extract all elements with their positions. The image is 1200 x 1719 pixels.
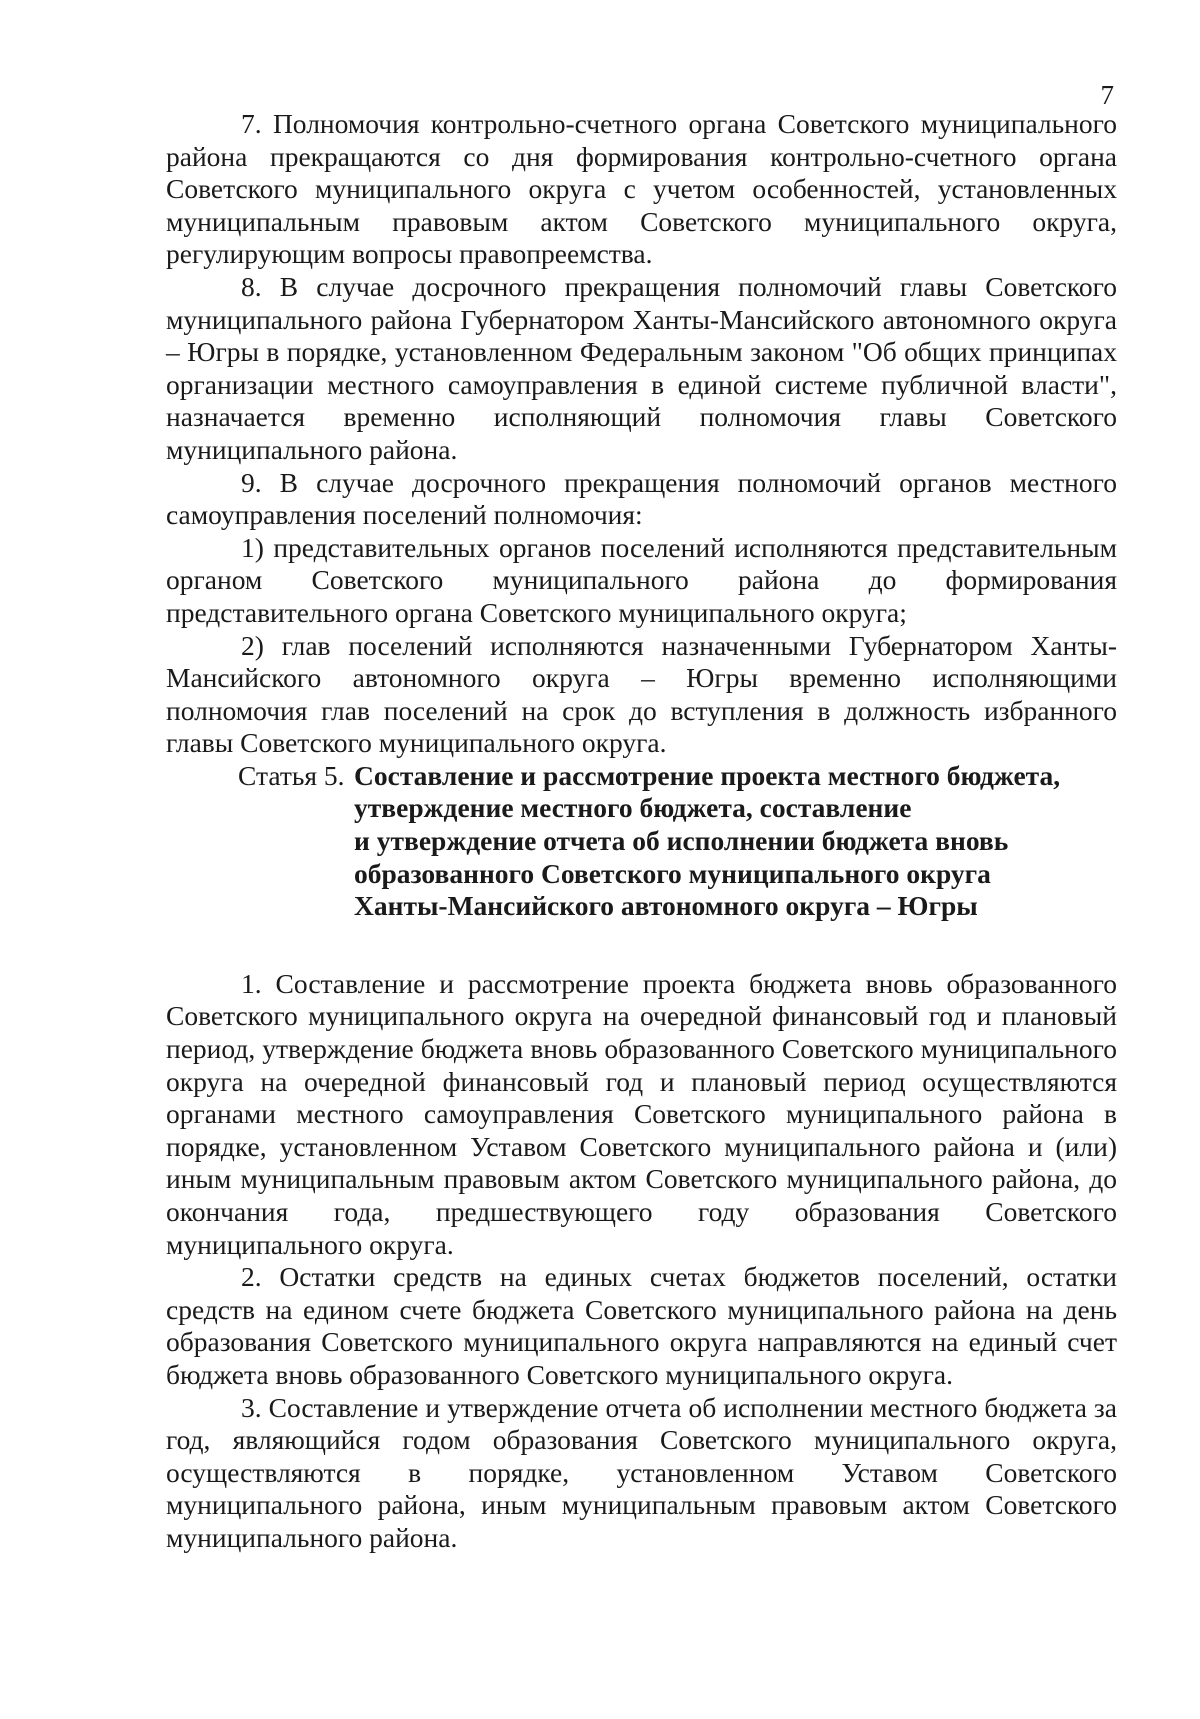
paragraph-8: 8. В случае досрочного прекращения полномочий главы Советского муниципального района Губернатором Ханты-Мансийского автономного округа – Югры в порядке, установленном Федеральным законом "Об общих принципах организации местного самоуправления в единой системе публичной власти", назначается временно исполняющий полномочия главы Советского муниципального района. bbox=[166, 270, 1117, 465]
paragraph-9: 9. В случае досрочного прекращения полномочий органов местного самоуправления поселений полномочия: bbox=[166, 466, 1117, 531]
article-title-line: и утверждение отчета об исполнении бюджета вновь bbox=[354, 825, 1009, 857]
page-number: 7 bbox=[1100, 80, 1114, 110]
article-title bbox=[354, 760, 1117, 923]
paragraph-9-item-1: 1) представительных органов поселений исполняются представительным органом Советского муниципального района до формирования представительного органа Советского муниципального округа; bbox=[166, 531, 1117, 628]
article-paragraph-3: 3. Составление и утверждение отчета об исполнении местного бюджета за год, являющийся годом образования Советского муниципального округа, осуществляются в порядке, установленном Уставом Советского муниципального района, иным муниципальным правовым актом Советского муниципального района. bbox=[166, 1391, 1117, 1553]
article-title-line: утверждение местного бюджета, составление bbox=[354, 792, 912, 824]
document-body bbox=[166, 108, 1117, 1555]
article-title-line: Составление и рассмотрение проекта местного бюджета, bbox=[354, 759, 1061, 791]
paragraph-7: 7. Полномочия контрольно-счетного органа Советского муниципального района прекращаются со дня формирования контрольно-счетного органа Советского муниципального округа с учетом особенностей, установленных муниципальным правовым актом Советского муниципального округа, регулирующим вопросы правопреемства. bbox=[166, 108, 1117, 270]
article-title-line: Ханты-Мансийского автономного округа – Югры bbox=[354, 890, 978, 922]
paragraph-9-item-2: 2) глав поселений исполняются назначенными Губернатором Ханты-Мансийского автономного округа – Югры временно исполняющими полномочия глав поселений на срок до вступления в должность избранного главы Советского муниципального округа. bbox=[166, 629, 1117, 759]
article-title-line: образованного Советского муниципального округа bbox=[354, 857, 991, 889]
article-number: Статья 5. bbox=[238, 759, 345, 791]
article-body bbox=[166, 968, 1117, 1555]
article-paragraph-2: 2. Остатки средств на единых счетах бюджетов поселений, остатки средств на едином счете бюджета Советского муниципального района на день образования Советского муниципального округа направляются на единый счет бюджета вновь образованного Советского муниципального округа. bbox=[166, 1261, 1117, 1390]
article-heading bbox=[166, 760, 1117, 923]
article-paragraph-1: 1. Составление и рассмотрение проекта бюджета вновь образованного Советского муниципального округа на очередной финансовый год и плановый период, утверждение бюджета вновь образованного Советского муниципального округа на очередной финансовый год и плановый период осуществляются органами местного самоуправления Советского муниципального района в порядке, установленном Уставом Советского муниципального района и (или) иным муниципальным правовым актом Советского муниципального района, до окончания года, предшествующего году образования Советского муниципального округа. bbox=[166, 967, 1117, 1260]
